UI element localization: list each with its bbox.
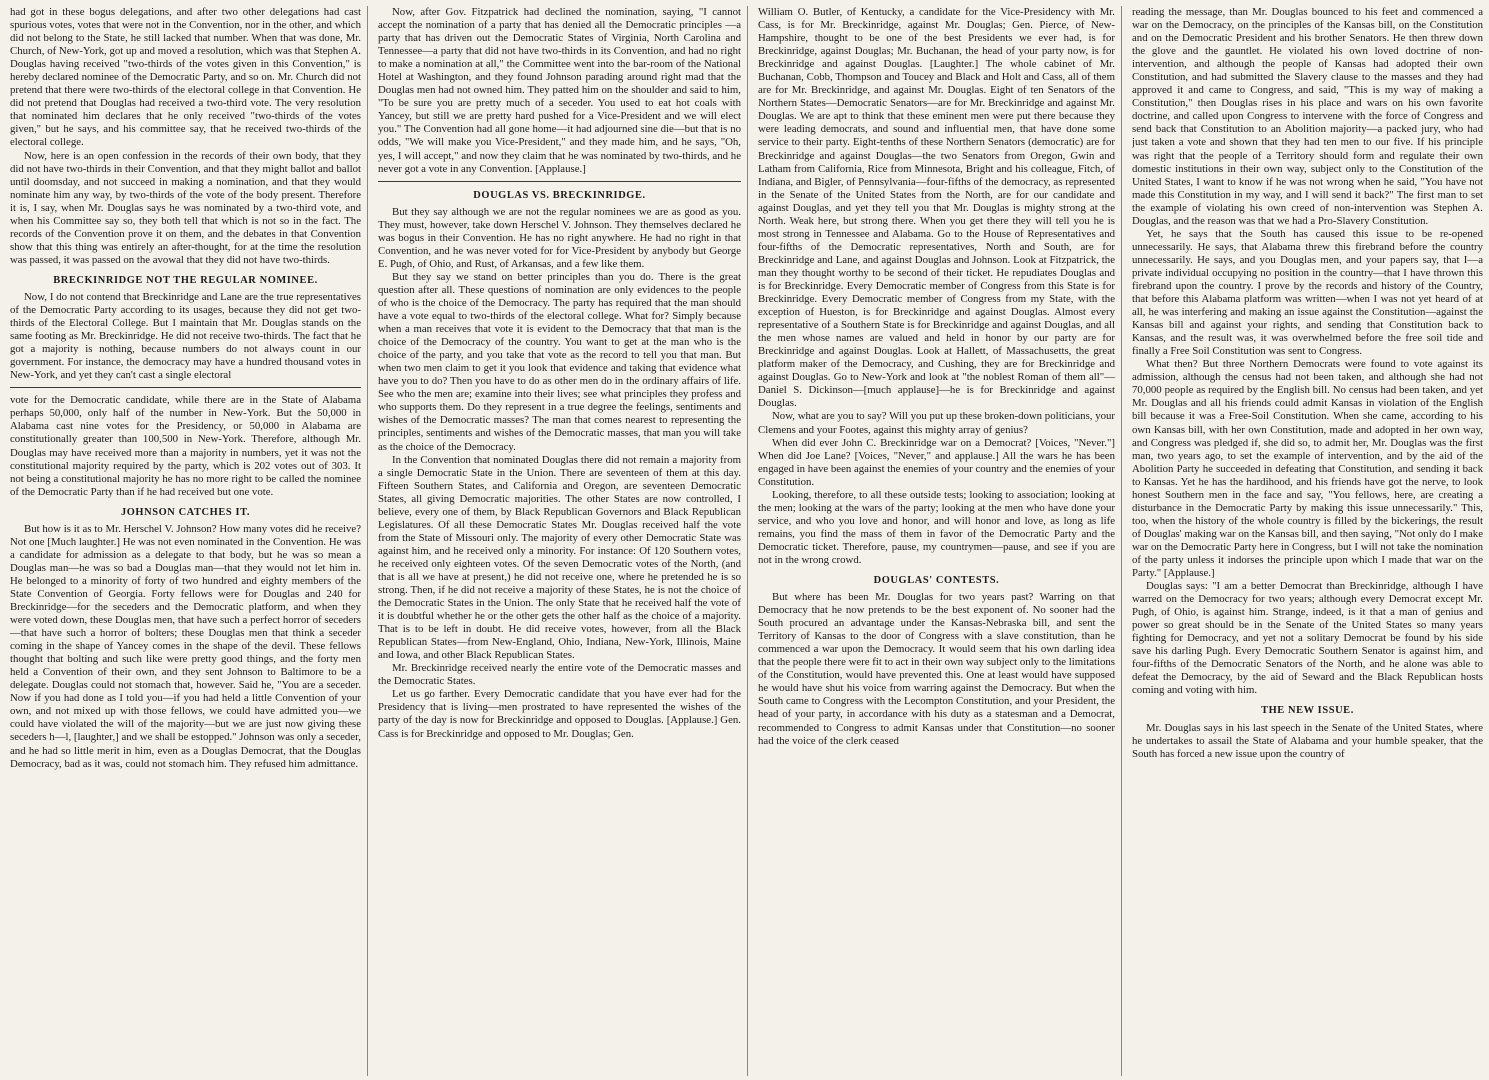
paragraph: Now, after Gov. Fitzpatrick had declined the nomination, saying, "I cannot accept the nomination of a party that has denied all the Democratic principles —a party that has driven out the Democratic States of Virginia, North Carolina and Tennessee—a party that did not have two-thirds in its Convention, and had no right to make a nomination at all," the Committee went into the bar-room of the National Hotel at Washington, and they found Johnson parading around right mad that the Douglas men had not owned him. They patted him on the shoulder and said to him, "To be sure you are pretty much of a seceder. You used to eat hot coals with Yancey, but still we are pretty hard pushed for a Vice-President and we will elect you." The Convention had all gone home—it had adjourned sine die—but that is no odds, "We will make you Vice-President," and they made him, and he says, "Oh, yes, I will accept," and now they claim that he was nominated by two-thirds, and he never got a vote in any Convention. [Applause.] <box>378 6 741 175</box>
paragraph: But how is it as to Mr. Herschel V. Johnson? How many votes did he receive? Not one [Much laughter.] He was not even nominated in the Convention. He was a candidate for admission as a delegate to that body, but he was so mean a Douglas man—he was so bad a Douglas man—that they would not let him in. He belonged to a minority of forty of two hundred and eighty members of the State Convention of Georgia. Forty fellows were for Douglas and 240 for Breckinridge—for the seceders and the Democratic platform, and when they were voted down, these Douglas men, that have such a perfect horror of seceders—that have such a horror of bolters; these Douglas men that think a seceder coming in the shape of Yancey comes in the shape of the devil. These fellows thought that bolting and such like were pretty good things, and the forty men held a Convention of their own, and they sent Johnson to Baltimore to be a delegate. Douglas could not stomach that, however. Said he, "You are a seceder. Now if you had done as I told you—if you had held a little Convention of your own, and not mixed up with those fellows, we could have admitted you—we could have violated the will of the majority—but we are just now giving these seceders h—l, [laughter,] and we shall be estopped." Johnson was only a seceder, and he had so little merit in him, even as a Douglas Democrat, that the Douglas Democracy, bad as it was, could not stomach him. They refused him admittance. <box>10 522 361 770</box>
section-heading: THE NEW ISSUE. <box>1261 705 1354 717</box>
paragraph: Now, here is an open confession in the records of their own body, that they did not have two-thirds in their Convention, and that they might ballot and ballot until doomsday, and not succeed in making a nomination, and that they would nominate him any way, by two-thirds of the vote of the body present. Therefore it is, I say, when Mr. Douglas says he was nominated by a two-third vote, and when his Committee say so, they both tell that which is not so in the fact. The records of the Convention prove it on them, and the debates in that Convention show that this thing was entirely an after-thought, for at the time the resolution was passed, it was passed on the avowal that they did not have two-thirds. <box>10 149 361 266</box>
paragraph: Looking, therefore, to all these outside tests; looking to association; looking at the men; looking at the wars of the party; looking at the men who have done your service, and who you love and honor, and will honor and love, as long as life remains, you find the mass of them in favor of the Democratic Party and the Democratic ticket. Therefore, pause, my countrymen—pause, and see if you are not in the wrong crowd. <box>758 488 1115 566</box>
column-1 <box>10 6 368 1076</box>
section-heading: DOUGLAS VS. BRECKINRIDGE. <box>473 189 646 201</box>
paragraph: Mr. Breckinridge received nearly the entire vote of the Democratic masses and the Democratic States. <box>378 662 741 688</box>
section-heading: DOUGLAS' CONTESTS. <box>873 575 1000 587</box>
section-heading: BRECKINRIDGE NOT THE REGULAR NOMINEE. <box>53 274 318 286</box>
section-heading: JOHNSON CATCHES IT. <box>120 506 251 518</box>
column-divider-rule <box>10 387 361 388</box>
paragraph: What then? But three Northern Democrats were found to vote against its admission, although the census had not been taken, and although she had not 70,000 people as required by the English bill. No census had been taken, and yet Mr. Douglas and all his friends could admit Kansas in violation of the English bill because it was a Free-Soil Constitution. When she came, according to his own Kansas bill, with her own Constitution, made and adopted in her own way, and Congress was pledged if, she did so, to admit her, Mr. Douglas was the first man, two years ago, to set the example of intervention, and by the aid of the Abolition Party he succeeded in defeating that Constitution, and sending it back to Kansas. Yet he has the hardihood, and his friends have got the nerve, to look honest Southern men in the face and say, "You fellows, here, are creating a disturbance in the Democratic Party by making this issue unnecessarily." This, too, when the history of the whole country is filled by the bickerings, the result of Douglas' making war on the Kansas bill, and then saying, "Not only do I make war on the Democratic Party here in Congress, but I will not take the nomination of the party unless it indorses the principle upon which I made that war on the Party." [Applause.] <box>1132 358 1483 580</box>
paragraph: Douglas says: "I am a better Democrat than Breckinridge, although I have warred on the Democracy for two years; although every Democrat except Mr. Pugh, of Ohio, is against him. Strange, indeed, is it that a man of genius and power so great should be in the Senate of the United States so many years fighting for Democracy, and yet not a solitary Democrat be found by his side save his darling Pugh. Every Democratic Southern Senator is against him, and four-fifths of the Democratic Senators of the North, and he alone was able to defeat the Democracy, by the aid of Seward and the Black Republican hosts coming and voting with him. <box>1132 580 1483 697</box>
column-divider-rule <box>378 181 741 182</box>
paragraph: William O. Butler, of Kentucky, a candidate for the Vice-Presidency with Mr. Cass, is for Mr. Breckinridge, against Mr. Douglas; Gen. Pierce, of New-Hampshire, thought to be one of the best Presidents we ever had, is for Breckinridge, against Douglas; Mr. Buchanan, the head of your party now, is for Breckinridge and against Douglas. [Laughter.] The whole cabinet of Mr. Buchanan, Cobb, Thompson and Toucey and Black and Holt and Cass, all of them are for Mr. Breckinridge, and against Mr. Douglas. Eight of ten Senators of the Northern States—Democratic Senators—are for Mr. Breckinridge and against Mr. Douglas. We are apt to think that these eminent men were put there because they were leading democrats, and sound and influential men, that have done some service to their party. Eight-tenths of these Northern Senators (democratic) are for Breckinridge and against Douglas—the two Senators from Oregon, Gwin and Latham from California, Rice from Minnesota, Bright and his colleague, Fitch, of Indiana, and Bigler, of Pennsylvania—four-fifths of the democracy, as represented in the Senate of the United States from the North, are for our candidate and against Douglas, and yet they tell you that Mr. Douglas is mighty strong at the North. Weak here, but strong there. When you get there they will tell you he is most strong in Tennessee and Alabama. Go to the House of Representatives and four-fifths of the Democratic representatives, North and South, are for Breckinridge and Lane, and against Douglas and Johnson. Look at Fitzpatrick, the man they thought worthy to be second of their ticket. He repudiates Douglas and is for Breckinridge. Every Democratic member of Congress from this State is for Breckinridge. Every Democratic member of Congress from my State, with the exception of Hueston, is for Breckinridge and against Douglas. Almost every representative of a Southern State is for Breckinridge and against Douglas, and all the men whose names are valued and held in honor by our party are for Breckinridge and against Douglas. Look at Hallett, of Massachusetts, the great platform maker of the Democracy, and Cushing, they are for Breckinridge and against Douglas. Go to New-York and look at "the noblest Roman of them all"—Daniel S. Dickinson—[much applause]—he is for Breckinridge and against Douglas. <box>758 6 1115 410</box>
paragraph: vote for the Democratic candidate, while there are in the State of Alabama perhaps 50,000, only half of the number in New-York. But the 50,000 in Alabama cast nine votes for the Presidency, or 50,000 in Alabama are constitutionally greater than 100,500 in New-York. Therefore, although Mr. Douglas may have received more than a majority in numbers, yet it was not the constitutional majority required by the party, which is 202 votes out of 303. It not being a constitutional majority he has no more right to be called the nominee of the Democratic Party than if he had received but one vote. <box>10 394 361 498</box>
text-columns <box>10 6 1483 1076</box>
paragraph: In the Convention that nominated Douglas there did not remain a majority from a single Democratic State in the Union. There are seventeen of them at this day. Fifteen Southern States, and California and Oregon, are seventeen Democratic States, all giving Democratic majorities. The other States are now controlled, I believe, every one of them, by Black Republican Governors and Black Republican Legislatures. Of all these Democratic States Mr. Douglas received half the vote from the State of Missouri only. The majority of every other Democratic State was against him, and he received only a minority. For instance: Of 120 Southern votes, he received only eighteen votes. Of the seven Democratic votes of the North, (and that is all we have at present,) he did not receive one, where he pretended he is so strong. Then, if he did not receive a majority of these States, he is not the choice of the Democratic States in the Union. The only State that he received half the vote of it is doubtful whether he or the other gets the other half as the choice of a majority. That is to be left in doubt. He did receive votes, however, from all the Black Republican States—from New-England, Ohio, Indiana, New-York, Illinois, Maine and Iowa, and other Black Republican States. <box>378 453 741 662</box>
column-2 <box>378 6 748 1076</box>
paragraph: But where has been Mr. Douglas for two years past? Warring on that Democracy that he now pretends to be the best exponent of. No sooner had the South procured an advantage under the Kansas-Nebraska bill, and sent the Territory of Kansas to the door of Congress with a slave constitution, than he commenced a war upon the Democracy. It would seem that his own darling idea that the people there were fit to act in their own way subject only to the limitations of the Constitution, would have prevented this. One at least would have supposed he would have shut his voice from warring against the Democracy. But when the South came to Congress with the Lecompton Constitution, and your President, the head of your party, in accordance with his duty as a statesman and a Democrat, recommended to Congress to admit Kansas under that Constitution—no sooner had the voice of the clerk ceased <box>758 591 1115 747</box>
paragraph: Now, what are you to say? Will you put up these broken-down politicians, your Clemens and your Footes, against this mighty array of genius? <box>758 410 1115 436</box>
column-4 <box>1132 6 1489 1076</box>
paragraph: Let us go farther. Every Democratic candidate that you have ever had for the Presidency that is living—men prostrated to have represented the wishes of the party of the day is now for Breckinridge and opposed to Douglas. [Applause.] Gen. Cass is for Breckinridge and opposed to Mr. Douglas; Gen. <box>378 688 741 740</box>
paragraph: reading the message, than Mr. Douglas bounced to his feet and commenced a war on the Democracy, on the principles of the Kansas bill, on the Constitution and on the Democratic President and his brother Senators. He then threw down the glove and the gauntlet. He violated his own loved doctrine of non-intervention, and although the people of Kansas had adopted their own Constitution, and had submitted the Slavery clause to the masses and they had approved it and came to Congress, and said, "This is my way of making a Constitution," then Douglas rises in his place and wars on his own favorite doctrine, and called upon Congress to intervene with the force of Congress and send back that Constitution to an Abolition majority—a packed jury, who had just taken a vote and shown that they had ten men to our five. If his principle was right that the people of a Territory should form and regulate their own domestic institutions in their own way, subject only to the Constitution of the United States, I want to know if he was not wrong when he said, "You have not made this Constitution in my way, and I will send it back?" The first man to set the example of violating his own creed of non-intervention was Stephen A. Douglas, and the reason was that we had a Pro-Slavery Constitution. <box>1132 6 1483 227</box>
paragraph: But they say although we are not the regular nominees we are as good as you. They must, however, take down Herschel V. Johnson. They themselves declared he was bogus in their Convention. He has no right anywhere. He had no right in that Convention, and he was never voted for for Vice-President by anybody but George E. Pugh, of Ohio, and Rust, of Arkansas, and a few like them. <box>378 205 741 270</box>
column-3 <box>758 6 1122 1076</box>
paragraph: When did ever John C. Breckinridge war on a Democrat? [Voices, "Never."] When did Joe Lane? [Voices, "Never," and applause.] All the wars he has been engaged in have been against the enemies of your country and the enemies of your Constitution. <box>758 436 1115 488</box>
paragraph: Yet, he says that the South has caused this issue to be re-opened unnecessarily. He says, that Alabama threw this firebrand before the country unnecessarily. He says, and you Douglas men, and your papers say, that I—a private individual occupying no position in the country—that I have thrown this firebrand upon the country. I prove by the records and history of the Country, that before this Alabama platform was written—when I was not yet heard of at all, he was interfering and making an issue against the Constitution—against the Kansas bill and against your rights, and sending that Constitution back to Kansas, and the result was, it was overwhelmed before the free soil tide and finally a Free Soil Constitution was sent to Congress. <box>1132 227 1483 358</box>
paragraph: Now, I do not contend that Breckinridge and Lane are the true representatives of the Democratic Party according to its usages, because they did not get two-thirds of the Electoral College. But I maintain that Mr. Douglas stands on the same footing as Mr. Breckinridge. He did not receive two-thirds. The fact that he got a majority is nothing, because numbers do not always count in our government. For instance, the democracy may have a hundred thousand votes in New-York, and yet they can't cast a single electoral <box>10 290 361 382</box>
paragraph: Mr. Douglas says in his last speech in the Senate of the United States, where he undertakes to assail the State of Alabama and your humble speaker, that the South has forced a new issue upon the country of <box>1132 721 1483 760</box>
paragraph: But they say we stand on better principles than you do. There is the great question after all. These questions of nomination are only evidences to the people of who is the choice of the Democracy. The party has required that the man should have a vote equal to two-thirds of the electoral college. What for? Simply because when a man receives that vote it is evident to the Democracy that that man is the choice of the Democracy of the country. You want to get at the man who is the choice of the party, and you take that vote as the record to tell you that man. But when two men claim to get it you look that evidence and taking that evidence what have you to do? Then you have to do as other men do in the ordinary affairs of life. See who the men are; examine into their lives; see what principles they profess and who supports them. Do they represent in a true degree the feelings, sentiments and wishes of the Democratic masses? The man that comes nearest to representing the principles, sentiments and wishes of the Democratic masses, that man you will take as the choice of the Democracy. <box>378 270 741 453</box>
paragraph: had got in these bogus delegations, and after two other delegations had cast spurious votes, votes that were not in the Convention, nor in the other, and which did not belong to the State, he still lacked that number. When that was done, Mr. Church, of New-York, got up and moved a resolution, which was that Stephen A. Douglas having received "two-thirds of the votes given in this Convention," is hereby declared nominee of the Democratic Party, and so on. Mr. Church did not pretend that there were two-thirds of the electoral college in that Convention. He did not pretend that Douglas had received a two-third vote. The very resolution that nominated him declares that he only received "two-thirds of the votes given," but he says, and his committee say, that he received two-thirds of the electoral college. <box>10 6 361 149</box>
